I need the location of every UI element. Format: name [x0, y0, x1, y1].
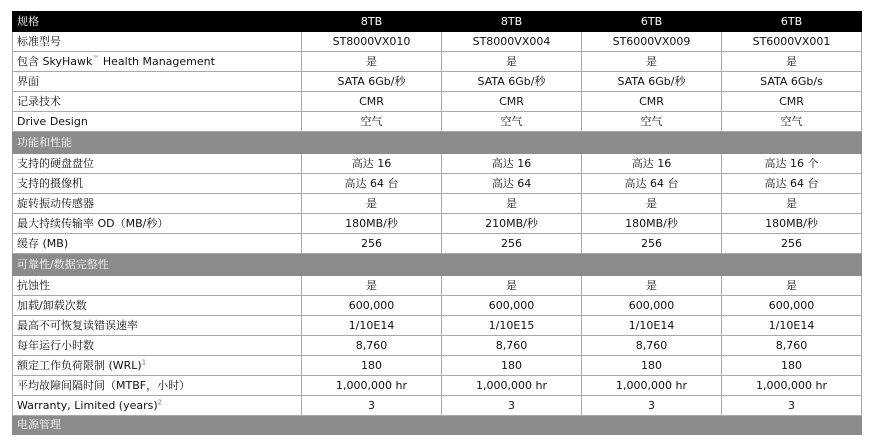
table-row	[13, 72, 862, 92]
row-label	[13, 52, 302, 72]
table-body	[13, 32, 862, 435]
cell-value: ST8000VX004	[442, 32, 582, 52]
table-row	[13, 376, 862, 396]
row-label	[13, 194, 302, 214]
row-label	[13, 396, 302, 416]
cell-value: 180	[582, 356, 722, 376]
cell-value: 3	[582, 396, 722, 416]
cell-value: 是	[302, 194, 442, 214]
cell-value: 是	[442, 276, 582, 296]
table-row	[13, 112, 862, 132]
section-row	[13, 254, 862, 276]
row-label-text: 记录技术	[17, 94, 61, 108]
cell-value: 高达 16 个	[722, 154, 862, 174]
cell-value: 180MB/秒	[302, 214, 442, 234]
cell-value: 空气	[722, 112, 862, 132]
footnote-mark: 2	[157, 397, 163, 406]
cell-value: 8,760	[442, 336, 582, 356]
cell-value: 1,000,000 hr	[442, 376, 582, 396]
section-row	[13, 132, 862, 154]
cell-value: 是	[722, 52, 862, 72]
table-row	[13, 174, 862, 194]
section-title: 电源管理	[13, 416, 862, 435]
cell-value: ST6000VX001	[722, 32, 862, 52]
row-label-text: 加载/卸载次数	[17, 298, 87, 312]
cell-value: 是	[302, 52, 442, 72]
row-label-text: 平均故障间隔时间（MTBF，小时）	[17, 378, 191, 392]
cell-value: 是	[722, 276, 862, 296]
cell-value: 256	[442, 234, 582, 254]
table-row	[13, 396, 862, 416]
cell-value: 3	[302, 396, 442, 416]
row-label-text: 旋转振动传感器	[17, 196, 94, 210]
header-label: 规格	[13, 12, 302, 32]
table-row	[13, 52, 862, 72]
cell-value: ST6000VX009	[582, 32, 722, 52]
row-label-text: Warranty, Limited (years)	[17, 398, 158, 412]
table-header-row	[13, 12, 862, 32]
cell-value: 8,760	[302, 336, 442, 356]
table-row	[13, 92, 862, 112]
section-title: 可靠性/数据完整性	[13, 254, 862, 276]
cell-value: 8,760	[722, 336, 862, 356]
row-label	[13, 276, 302, 296]
cell-value: 1/10E14	[582, 316, 722, 336]
cell-value: 1,000,000 hr	[582, 376, 722, 396]
table-row	[13, 154, 862, 174]
table-row	[13, 296, 862, 316]
row-label	[13, 316, 302, 336]
header-capacity: 6TB	[582, 12, 722, 32]
cell-value: 1/10E14	[302, 316, 442, 336]
row-label-text: 缓存 (MB)	[17, 236, 69, 250]
row-label	[13, 92, 302, 112]
cell-value: 是	[442, 52, 582, 72]
row-label	[13, 174, 302, 194]
row-label	[13, 32, 302, 52]
row-label-text: 包含 SkyHawk	[17, 54, 93, 68]
cell-value: 180MB/秒	[582, 214, 722, 234]
footnote-mark: ™	[92, 53, 100, 62]
cell-value: SATA 6Gb/秒	[302, 72, 442, 92]
cell-value: 180MB/秒	[722, 214, 862, 234]
cell-value: 是	[442, 194, 582, 214]
cell-value: 180	[302, 356, 442, 376]
cell-value: 1/10E14	[722, 316, 862, 336]
cell-value: CMR	[442, 92, 582, 112]
cell-value: CMR	[722, 92, 862, 112]
footnote-mark: 1	[141, 357, 147, 366]
section-title: 功能和性能	[13, 132, 862, 154]
cell-value: 是	[722, 194, 862, 214]
row-label-text: 每年运行小时数	[17, 338, 94, 352]
row-label-text: 标准型号	[17, 34, 61, 48]
cell-value: 高达 64 台	[722, 174, 862, 194]
cell-value: 空气	[582, 112, 722, 132]
cell-value: 256	[302, 234, 442, 254]
cell-value: 256	[722, 234, 862, 254]
cell-value: 180	[722, 356, 862, 376]
row-label-text: 界面	[17, 74, 39, 88]
section-row	[13, 416, 862, 435]
table-row	[13, 214, 862, 234]
cell-value: ST8000VX010	[302, 32, 442, 52]
table-row	[13, 32, 862, 52]
cell-value: SATA 6Gb/秒	[442, 72, 582, 92]
cell-value: 1,000,000 hr	[722, 376, 862, 396]
row-label-text: 最大持续传输率 OD（MB/秒）	[17, 216, 169, 230]
table-row	[13, 276, 862, 296]
cell-value: 8,760	[582, 336, 722, 356]
cell-value: SATA 6Gb/s	[722, 72, 862, 92]
cell-value: CMR	[582, 92, 722, 112]
cell-value: 3	[442, 396, 582, 416]
row-label	[13, 72, 302, 92]
header-capacity: 8TB	[302, 12, 442, 32]
row-label	[13, 336, 302, 356]
row-label-text: Drive Design	[17, 114, 88, 128]
row-label	[13, 296, 302, 316]
cell-value: 高达 64 台	[302, 174, 442, 194]
cell-value: 是	[582, 276, 722, 296]
cell-value: 高达 16	[442, 154, 582, 174]
cell-value: 空气	[442, 112, 582, 132]
cell-value: 600,000	[722, 296, 862, 316]
cell-value: 210MB/秒	[442, 214, 582, 234]
cell-value: 1,000,000 hr	[302, 376, 442, 396]
cell-value: 600,000	[582, 296, 722, 316]
cell-value: 600,000	[442, 296, 582, 316]
cell-value: 600,000	[302, 296, 442, 316]
cell-value: 高达 16	[582, 154, 722, 174]
cell-value: 180	[442, 356, 582, 376]
header-capacity: 8TB	[442, 12, 582, 32]
row-label-text: 支持的摄像机	[17, 176, 83, 190]
row-label	[13, 356, 302, 376]
row-label-text: 支持的硬盘盘位	[17, 156, 94, 170]
cell-value: 是	[582, 194, 722, 214]
table-row	[13, 234, 862, 254]
cell-value: 高达 64	[442, 174, 582, 194]
row-label	[13, 376, 302, 396]
row-label	[13, 154, 302, 174]
cell-value: 3	[722, 396, 862, 416]
spec-table	[12, 11, 862, 435]
row-label-text: Health Management	[99, 54, 215, 68]
cell-value: SATA 6Gb/秒	[582, 72, 722, 92]
row-label-text: 抗蚀性	[17, 278, 50, 292]
row-label	[13, 234, 302, 254]
cell-value: 是	[302, 276, 442, 296]
row-label-text: 最高不可恢复读错误速率	[17, 318, 138, 332]
cell-value: 1/10E15	[442, 316, 582, 336]
row-label	[13, 112, 302, 132]
table-row	[13, 316, 862, 336]
table-row	[13, 194, 862, 214]
header-capacity: 6TB	[722, 12, 862, 32]
cell-value: 256	[582, 234, 722, 254]
cell-value: CMR	[302, 92, 442, 112]
cell-value: 是	[582, 52, 722, 72]
cell-value: 高达 64 台	[582, 174, 722, 194]
cell-value: 空气	[302, 112, 442, 132]
row-label-text: 额定工作负荷限制 (WRL)	[17, 358, 142, 372]
row-label	[13, 214, 302, 234]
cell-value: 高达 16	[302, 154, 442, 174]
table-row	[13, 356, 862, 376]
table-row	[13, 336, 862, 356]
